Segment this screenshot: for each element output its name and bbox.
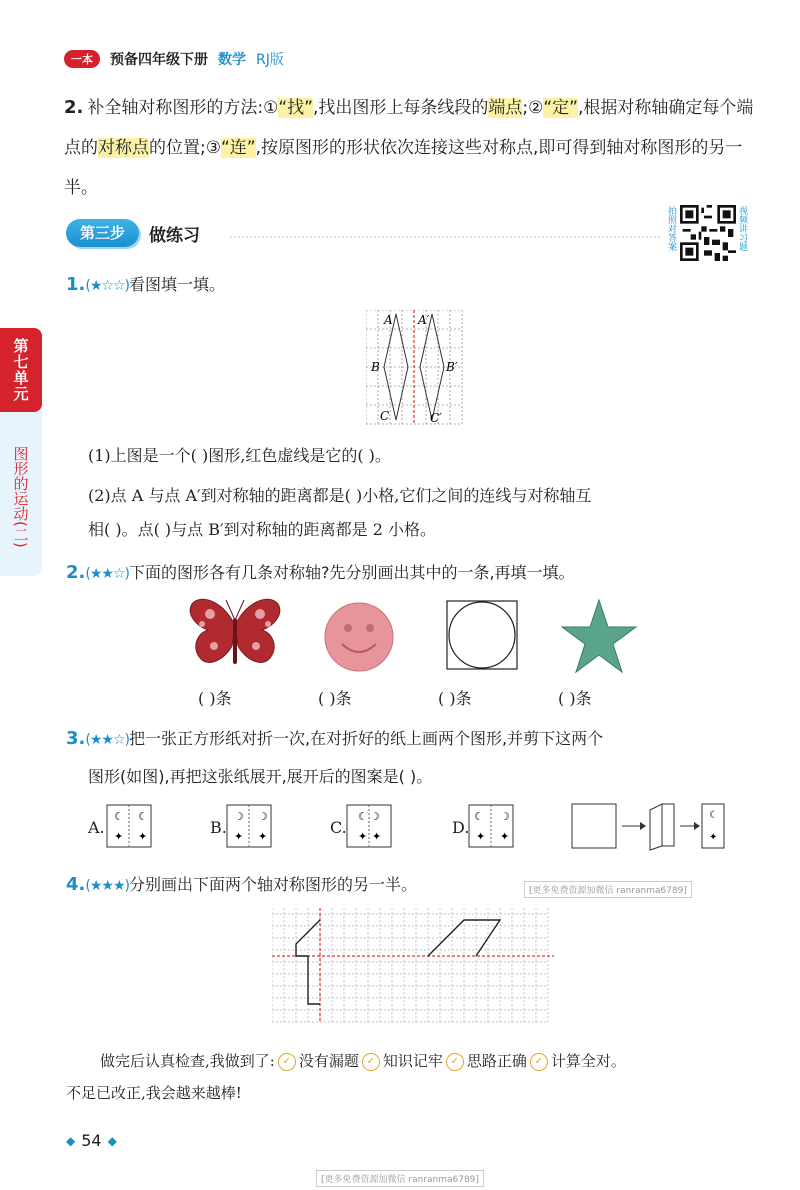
question-4-title [66, 872, 417, 895]
watermark: [更多免费资源加微信 ranranma6789] [524, 881, 692, 898]
smile-check-icon[interactable]: ✓ [362, 1053, 380, 1071]
sparkle-icon: ✦ [114, 830, 124, 843]
question-3-prompt-cont[interactable]: 图形(如图),再把这张纸展开,展开后的图案是( )。 [88, 767, 433, 786]
butterfly-shape[interactable] [188, 596, 282, 674]
check-item-2: 知识记牢 [382, 1052, 443, 1070]
highlight-fix: “定” [543, 98, 578, 118]
difficulty-stars: (★★☆) [85, 732, 129, 748]
option-d-figure[interactable] [468, 804, 516, 848]
step-pill: 第三步 [66, 219, 139, 247]
method-text: 的位置;③ [149, 138, 221, 158]
question-number: 2. [66, 562, 86, 583]
answer-blank-butterfly[interactable]: ( )条 [198, 689, 232, 708]
smile-check-icon[interactable]: ✓ [278, 1053, 296, 1071]
moon-icon: ☾ [358, 810, 368, 823]
question-prompt: 分别画出下面两个轴对称图形的另一半。 [128, 875, 417, 894]
option-b-label[interactable]: B. [210, 818, 227, 837]
label-c: C [380, 409, 390, 423]
label-b-prime: B′ [446, 360, 458, 374]
moon-icon: ☽ [258, 810, 268, 823]
question-2-title [66, 560, 575, 583]
dot-icon: ◆ [107, 1133, 117, 1148]
self-check-intro: 做完后认真检查,我做到了: [100, 1052, 275, 1070]
symmetry-drawing-grid[interactable] [272, 908, 558, 1026]
step-banner [66, 219, 200, 247]
moon-icon: ☽ [370, 810, 380, 823]
difficulty-stars: (★☆☆) [85, 278, 129, 294]
highlight-find: “找” [278, 98, 313, 118]
question-3-title [66, 726, 603, 749]
highlight-sympoint: 对称点 [98, 138, 149, 158]
method-number: 2. [64, 97, 84, 118]
question-prompt: 看图填一填。 [128, 275, 225, 294]
page-number [66, 1131, 117, 1150]
option-a-label[interactable]: A. [88, 818, 105, 837]
method-text: ,找出图形上每条线段的 [312, 98, 489, 118]
difficulty-stars: (★★★) [85, 878, 129, 894]
moon-icon: ☾ [114, 810, 124, 823]
topic-label: 图形的运动(二) [11, 446, 30, 548]
option-b-figure[interactable] [226, 804, 274, 848]
check-item-3: 思路正确 [466, 1052, 527, 1070]
subject-label: 数学 [218, 52, 246, 68]
encouragement-text: 不足已改正,我会越来越棒! [66, 1084, 242, 1102]
star-shape[interactable] [560, 598, 638, 674]
answer-blank-circle-square[interactable]: ( )条 [438, 689, 472, 708]
bottom-watermark: [更多免费资源加微信 ranranma6789] [316, 1170, 484, 1187]
sparkle-icon: ✦ [709, 832, 718, 843]
moon-icon: ☽ [500, 810, 510, 823]
highlight-endpoint: 端点 [488, 98, 523, 118]
page-number-text: 54 [81, 1131, 102, 1150]
question-prompt: 把一张正方形纸对折一次,在对折好的纸上画两个图形,并剪下这两个 [128, 729, 604, 748]
check-item-1: 没有漏题 [298, 1052, 359, 1070]
question-number: 1. [66, 274, 86, 295]
rhombus-grid-figure [366, 310, 466, 428]
sparkle-icon: ✦ [138, 830, 148, 843]
label-b: B [371, 360, 380, 374]
question-prompt: 下面的图形各有几条对称轴?先分别画出其中的一条,再填一填。 [128, 563, 575, 582]
dot-icon: ◆ [66, 1133, 76, 1148]
banner-divider [230, 236, 660, 238]
moon-icon: ☽ [234, 810, 244, 823]
method-text: ,按原图形的形状依次连接这些对称点,即可得到轴对称图形的另一半。 [64, 138, 743, 198]
answer-blank-smiley[interactable]: ( )条 [318, 689, 352, 708]
option-c-figure[interactable] [346, 804, 394, 848]
book-title: 预备四年级下册 [110, 52, 208, 68]
brand-logo: 一本 [64, 50, 100, 68]
page-header [64, 48, 284, 70]
sparkle-icon: ✦ [234, 830, 244, 843]
method-text: ,根据对称轴确定每个端点的 [64, 98, 754, 158]
folding-sequence-figure [570, 800, 730, 852]
method-text: ;② [522, 98, 544, 118]
qr-code-icon[interactable] [680, 205, 736, 261]
moon-icon: ☾ [138, 810, 148, 823]
question-1-part-2[interactable]: (2)点 A 与点 A′到对称轴的距离都是( )小格,它们之间的连线与对称轴互 [88, 486, 592, 505]
option-a-figure[interactable] [106, 804, 154, 848]
smile-check-icon[interactable]: ✓ [530, 1053, 548, 1071]
unit-label: 第七单元 [0, 328, 42, 412]
answer-blank-star[interactable]: ( )条 [558, 689, 592, 708]
question-1-part-2-cont[interactable]: 相( )。点( )与点 B′到对称轴的距离都是 2 小格。 [88, 520, 436, 539]
sparkle-icon: ✦ [258, 830, 268, 843]
edition-label: RJ版 [256, 52, 284, 68]
option-c-label[interactable]: C. [330, 818, 347, 837]
question-1-title [66, 272, 225, 295]
question-1-part-1[interactable]: (1)上图是一个( )图形,红色虚线是它的( )。 [88, 446, 391, 465]
step-title: 做练习 [149, 225, 201, 246]
question-number: 3. [66, 728, 86, 749]
question-number: 4. [66, 874, 86, 895]
smiley-face-shape[interactable] [322, 600, 396, 674]
label-a-prime: A′ [418, 313, 430, 327]
sparkle-icon: ✦ [358, 830, 368, 843]
check-item-4: 计算全对。 [550, 1052, 626, 1070]
sparkle-icon: ✦ [372, 830, 382, 843]
sparkle-icon: ✦ [476, 830, 486, 843]
highlight-connect: “连” [220, 138, 256, 158]
moon-icon: ☾ [474, 810, 484, 823]
method-text: 补全轴对称图形的方法:① [87, 98, 279, 118]
label-c-prime: C′ [430, 411, 442, 425]
label-a: A [384, 313, 393, 327]
option-d-label[interactable]: D. [452, 818, 470, 837]
qr-caption-right: 视频讲习题 [737, 206, 747, 251]
method-paragraph [64, 88, 754, 208]
sparkle-icon: ✦ [500, 830, 510, 843]
moon-icon: ☾ [709, 810, 718, 821]
self-check-note [100, 1046, 750, 1076]
circle-in-square-shape[interactable] [446, 600, 520, 672]
qr-caption-left: 拍照对答案 [666, 206, 676, 251]
smile-check-icon[interactable]: ✓ [446, 1053, 464, 1071]
difficulty-stars: (★★☆) [85, 566, 129, 582]
